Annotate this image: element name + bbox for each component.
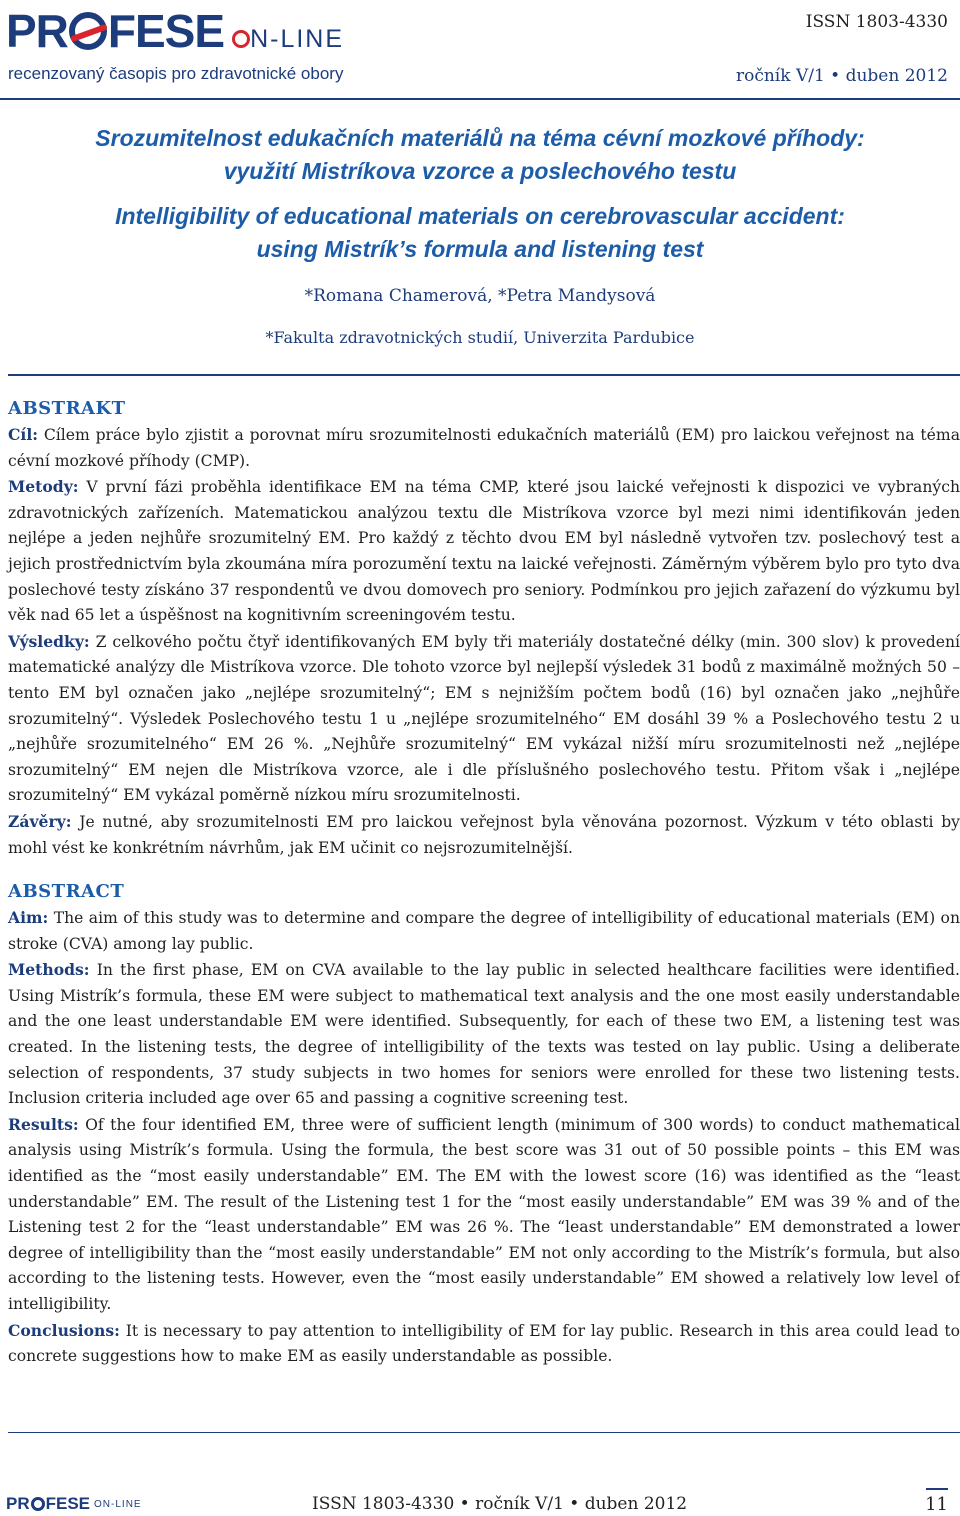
cil-label: Cíl: <box>8 425 39 444</box>
aim-text: The aim of this study was to determine and compare the degree of intelligibility of educational materials (EM) on stroke (CVA) among lay public. <box>8 909 960 953</box>
logo-online-text: N-LINE <box>250 25 345 53</box>
results-text: Of the four identified EM, three were of sufficient length (minimum of 300 words) to conduct mathematical analysis using Mistrík’s formula. Using the formula, the best score was 31 out of 50 possible points – this EM was identified as the “most easily understandable” EM. The EM with the lowest score (16) was identified as the “least understandable” EM. The result of the Listening test 1 for the “most easily understandable” EM was 39 % and of the Listening test 2 for the “least understandable” EM was 26 %. The “least understandable” EM demonstrated a lower degree of intelligibility than the “most easily understandable” EM not only according to the Mistrík’s formula, but also according to the listening tests. However, even the “most easily understandable” EM showed a relatively low level of intelligibility. <box>8 1115 960 1313</box>
vysledky-text: Z celkového počtu čtyř identifikovaných EM byly tři materiály dostatečné délky (min. 300 slov) k provedení matematické analýzy dle Mistríkova vzorce. Dle tohoto vzorce byl nejlepší výsledek 31 bodů z maximálně možných 50 – tento EM byl označen jako „nejlépe srozumitelný“; EM s nejnižším počtem bodů (16) byl označen jako „nejhůře srozumitelný“. Výsledek Poslechového testu 1 u „nejlépe srozumitelného“ EM dosáhl 39 % a Poslechového testu 2 u „nejhůře srozumitelného“ EM 26 %. „Nejhůře srozumitelný“ EM vykázal nižší míru srozumitelnosti než „nejlépe srozumitelný“ EM nejen dle Mistríkova vzorce, ale i dle příslušného poslechového testu. Přitom však i „nejlépe srozumitelný“ EM vykázal poměrně nízkou míru srozumitelnosti. <box>8 632 960 805</box>
title-divider <box>8 374 960 376</box>
abstract-heading: ABSTRACT <box>8 881 125 903</box>
authors: *Romana Chamerová, *Petra Mandysová <box>304 286 656 306</box>
abstrakt-vysledky <box>8 629 960 809</box>
title-czech-line1: Srozumitelnost edukačních materiálů na téma cévní mozkové příhody: <box>95 125 865 151</box>
footer-issn-issue: ISSN 1803-4330 • ročník V/1 • duben 2012 <box>312 1494 688 1514</box>
abstract-body <box>8 396 960 1370</box>
abstrakt-metody <box>8 474 960 629</box>
affiliation: *Fakulta zdravotnických studií, Univerzita Pardubice <box>265 328 695 347</box>
cil-text: Cílem práce bylo zjistit a porovnat míru srozumitelnosti edukačních materiálů (EM) pro laickou veřejnost na téma cévní mozkové příhody (CMP). <box>8 426 960 470</box>
article-title-block <box>0 122 960 347</box>
methods-label: Methods: <box>8 960 90 980</box>
footer-logo-fese: FESE <box>45 1494 91 1513</box>
footer-logo-o-icon <box>31 1497 45 1511</box>
page-header <box>0 0 960 110</box>
zavery-text: Je nutné, aby srozumitelnosti EM pro laickou veřejnost byla věnována pozornost. Výzkum v této oblasti by mohl vést ke konkrétním návrhům, jak EM učinit co nejsrozumitelnější. <box>8 812 960 857</box>
aim-label: Aim: <box>8 908 49 928</box>
journal-subtitle: recenzovaný časopis pro zdravotnické obory <box>8 64 344 83</box>
abstract-results <box>8 1112 960 1318</box>
results-label: Results: <box>8 1114 79 1134</box>
logo-text-pr: PR <box>6 5 68 57</box>
abstrakt-cil <box>8 422 960 474</box>
header-divider <box>0 98 960 100</box>
metody-text: V první fázi proběhla identifikace EM na téma CMP, které jsou laické veřejnosti k dispozici ve vybraných zdravotnických zařízeních. Matematickou analýzou textu dle Mistríkova vzorce byl mezi nimi identifikován jeden nejlépe a jeden nejhůře srozumitelný EM. Pro každý z těchto dvou EM byl následně vytvořen tzv. poslechový test a jejich prostřednictvím byla zkoumána míra porozumění textu na laické veřejnosti. Záměrným výběrem bylo pro tyto dva poslechové testy získáno 37 respondentů ve dvou domovech pro seniory. Podmínkou pro jejich zařazení do výzkumu byl věk nad 65 let a úspěšnost na kognitivním screeningovém testu. <box>8 478 960 625</box>
online-o-icon <box>232 30 250 48</box>
methods-text: In the first phase, EM on CVA available to the lay public in selected healthcare facilities were identified. Using Mistrík’s formula, these EM were subject to mathematical text analysis and the one most easily understandable and the one least understandable EM were identified. Subsequently, for each of these two EM, a listening test was created. In the listening tests, the degree of intelligibility of the texts was tested on lay public. Using a deliberate selection of respondents, 37 study subjects in two homes for seniors were enrolled for these two listening tests. Inclusion criteria included age over 65 and passing a cognitive screening test. <box>8 961 960 1108</box>
abstract-conclusions <box>8 1318 960 1370</box>
footer-divider <box>8 1432 960 1433</box>
page-number: 11 <box>925 1494 948 1515</box>
issue-header: ročník V/1 • duben 2012 <box>735 66 948 86</box>
conclusions-text: It is necessary to pay attention to intelligibility of EM for lay public. Research in this area could lead to concrete suggestions how to make EM as easily understandable as possible. <box>8 1321 960 1366</box>
footer-logo-online: ON-LINE <box>94 1498 142 1510</box>
title-czech <box>0 122 960 188</box>
footer-logo <box>6 1494 142 1514</box>
conclusions-label: Conclusions: <box>8 1320 120 1340</box>
abstract-methods <box>8 957 960 1112</box>
abstrakt-heading: ABSTRAKT <box>8 398 126 419</box>
abstract-aim <box>8 905 960 957</box>
title-english-line2: using Mistrík’s formula and listening test <box>256 236 704 262</box>
page-number-rule <box>926 1488 948 1490</box>
metody-label: Metody: <box>8 477 79 497</box>
logo-o-icon <box>69 12 107 50</box>
footer-logo-pr: PR <box>6 1494 30 1513</box>
abstrakt-zavery <box>8 809 960 861</box>
logo-text-fese: FESE <box>107 5 225 57</box>
zavery-label: Závěry: <box>8 811 72 831</box>
title-english-line1: Intelligibility of educational materials on cerebrovascular accident: <box>115 203 845 229</box>
title-english <box>0 200 960 266</box>
profese-logo <box>6 4 345 57</box>
title-czech-line2: využití Mistríkova vzorce a poslechového testu <box>223 158 737 184</box>
vysledky-label: Výsledky: <box>8 631 90 651</box>
issn-header: ISSN 1803-4330 <box>805 12 948 32</box>
